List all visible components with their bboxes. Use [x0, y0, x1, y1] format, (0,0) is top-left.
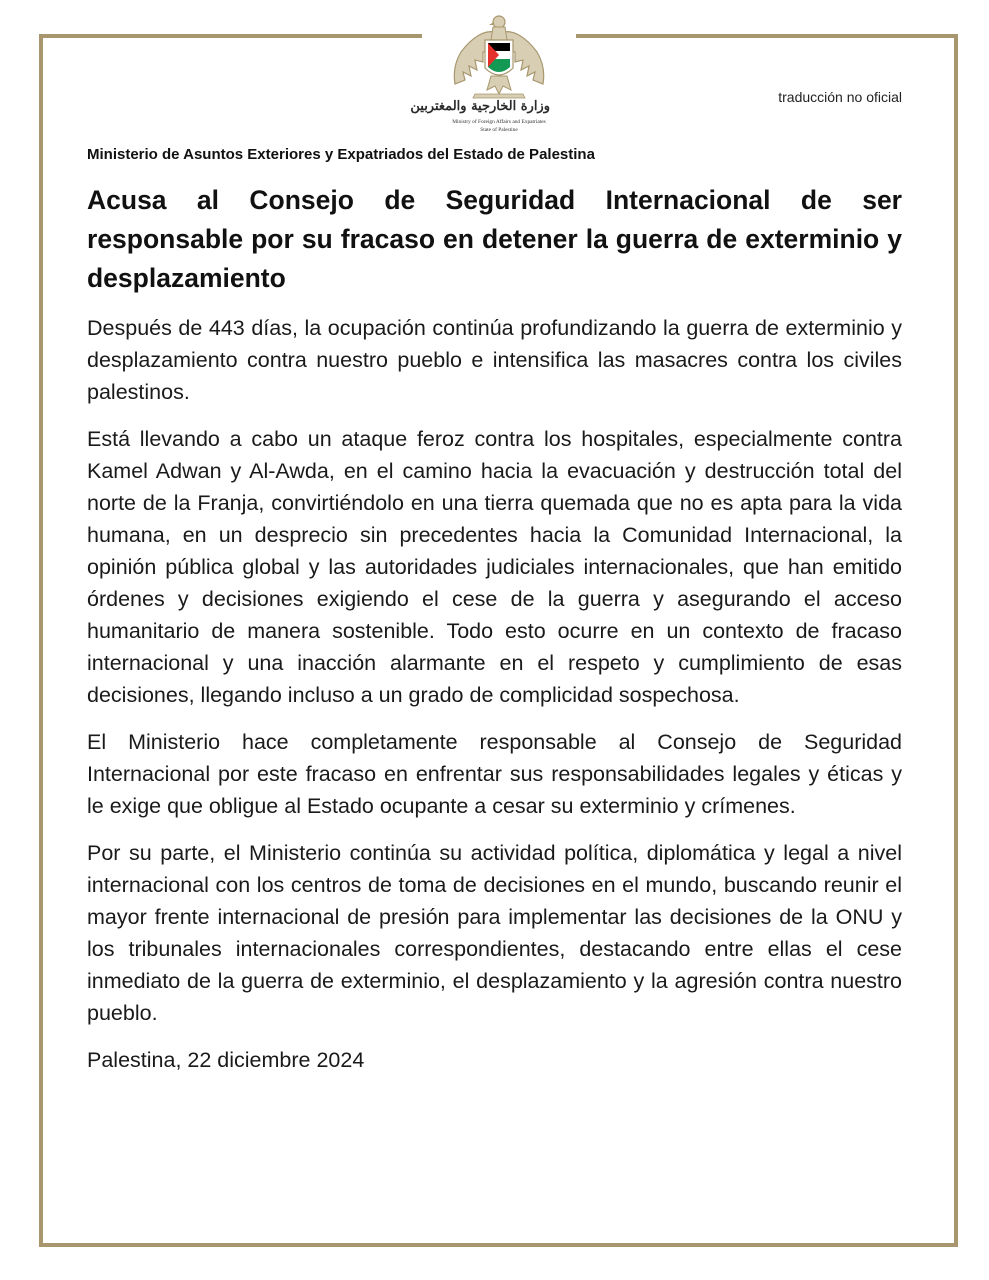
- article-paragraph-3: El Ministerio hace completamente responsable al Consejo de Seguridad Internacional por este fracaso en enfrentar sus responsabilidades legales y éticas y le exige que obligue al Estado ocupante a cesar su exterminio y crímenes.: [87, 730, 902, 818]
- eagle-emblem-icon: [445, 10, 553, 100]
- emblem-arabic-ministry-name: وزارة الخارجية والمغتربين: [410, 99, 550, 114]
- article-paragraph-1: Después de 443 días, la ocupación continúa profundizando la guerra de exterminio y desplazamiento contra nuestro pueblo e intensifica las masacres contra los civiles palestinos.: [87, 316, 902, 404]
- article-paragraph-4: Por su parte, el Ministerio continúa su actividad política, diplomática y legal a nivel internacional con los centros de toma de decisiones en el mundo, buscando reunir el mayor frente internacional de presión para implementar las decisiones de la ONU y los tribunales internacionales correspondientes, destacando entre ellas el cese inmediato de la guerra de exterminio, el desplazamiento y la agresión contra nuestro pueblo.: [87, 841, 902, 1025]
- article-dateline: Palestina, 22 diciembre 2024: [87, 1048, 365, 1072]
- unofficial-translation-note: traducción no oficial: [778, 89, 902, 105]
- article-paragraph-2: Está llevando a cabo un ataque feroz contra los hospitales, especialmente contra Kamel Adwan y Al-Awda, en el camino hacia la evacuación y destrucción total del norte de la Franja, convirtiéndolo en una tierra quemada que no es apta para la vida humana, en un desprecio sin precedentes hacia la Comunidad Internacional, la opinión pública global y las autoridades judiciales internacionales, que han emitido órdenes y decisiones exigiendo el cese de la guerra y asegurando el acceso humanitario de manera sostenible. Todo esto ocurre en un contexto de fracaso internacional y una inacción alarmante en el respeto y cumplimiento de esas decisiones, llegando incluso a un grado de complicidad sospechosa.: [87, 427, 902, 707]
- ministry-emblem: [410, 0, 576, 150]
- ministry-name: Ministerio de Asuntos Exteriores y Expatriados del Estado de Palestina: [87, 146, 595, 163]
- article-headline: Acusa al Consejo de Seguridad Internacional de ser responsable por su fracaso en detener la guerra de exterminio y desplazamiento: [87, 185, 902, 293]
- emblem-english-state-name: State of Palestine: [480, 127, 518, 133]
- article-body: [87, 181, 902, 1076]
- emblem-english-ministry-name: Ministry of Foreign Affairs and Expatriates: [452, 119, 546, 125]
